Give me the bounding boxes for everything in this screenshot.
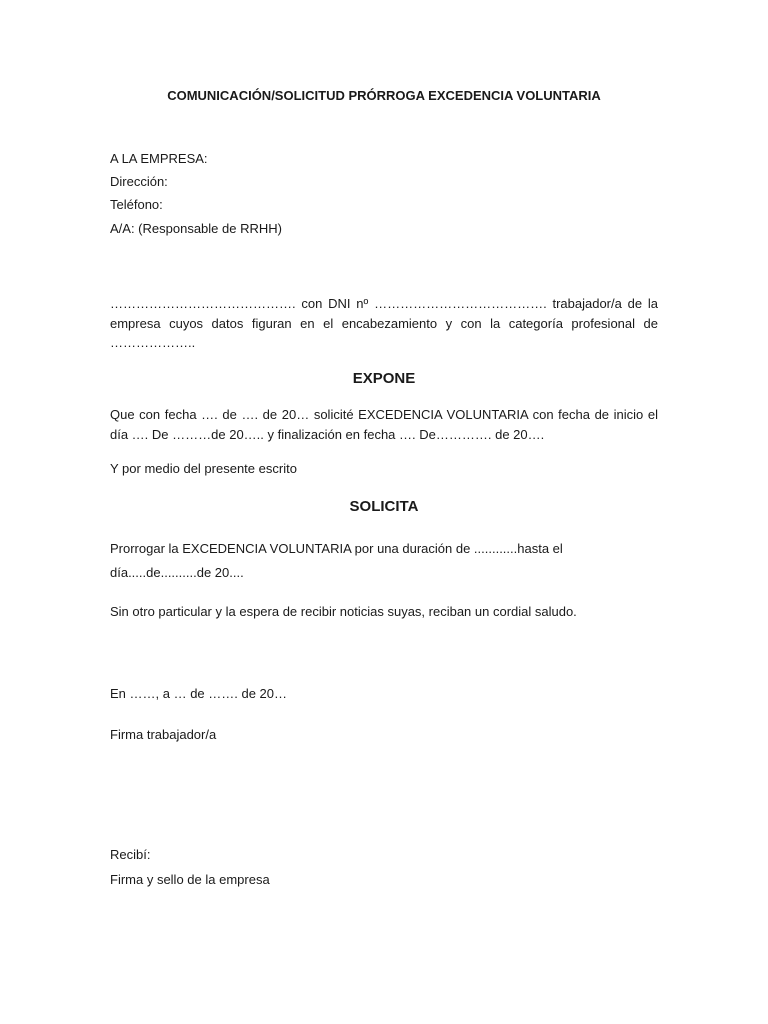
recipient-empresa: A LA EMPRESA: (110, 151, 208, 166)
medio-text: Y por medio del presente escrito (110, 461, 297, 476)
expone-heading: EXPONE (352, 370, 416, 387)
firma-trabajador: Firma trabajador/a (110, 727, 217, 742)
solicita-heading: SOLICITA (349, 498, 419, 515)
place-date: En ……, a … de ……. de 20… (110, 686, 288, 701)
intro-paragraph: ……………………………………. con DNI nº …………………………………. trabajador/a de la empresa cuyos datos figuran en el encabezamiento y con la categoría profesional de ……………….. (110, 296, 658, 350)
solicita-line-1: Prorrogar la EXCEDENCIA VOLUNTARIA por una duración de ............hasta el (110, 541, 563, 556)
solicita-line-2: día.....de..........de 20.... (110, 565, 244, 580)
recipient-direccion: Dirección: (110, 174, 168, 189)
document-title: COMUNICACIÓN/SOLICITUD PRÓRROGA EXCEDENCIA VOLUNTARIA (167, 88, 601, 103)
closing-text: Sin otro particular y la espera de recibir noticias suyas, reciban un cordial saludo. (110, 604, 577, 619)
recipient-atencion: A/A: (Responsable de RRHH) (110, 221, 282, 236)
recibi-label: Recibí: (110, 847, 151, 862)
expone-paragraph: Que con fecha …. de …. de 20… solicité EXCEDENCIA VOLUNTARIA con fecha de inicio el día …. De ………de 20….. y finalización en fecha …. De…………. de 20…. (110, 407, 658, 442)
recipient-telefono: Teléfono: (110, 197, 163, 212)
firma-empresa: Firma y sello de la empresa (110, 872, 270, 887)
